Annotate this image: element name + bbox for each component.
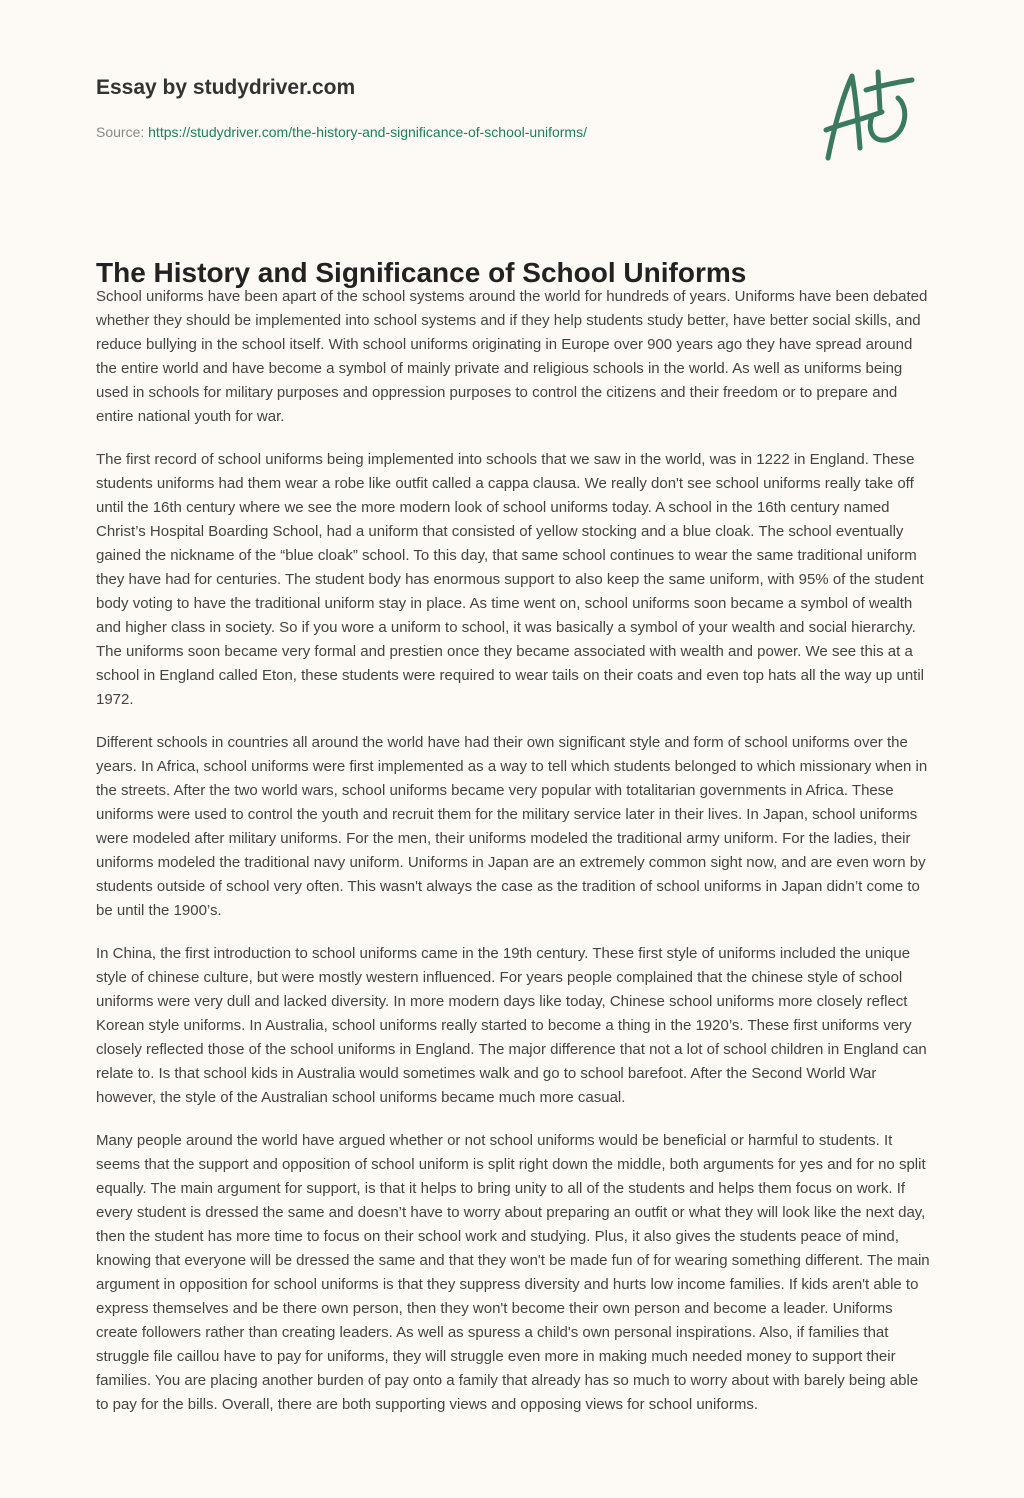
essay-paragraph: Many people around the world have argued whether or not school uniforms would be beneficial or harmful to students. It seems that the support and opposition of school uniform is split right down the middle, both arguments for yes and for no split equally. The main argument for support, is that it helps to bring unity to all of the students and helps them focus on work. If every student is dressed the same and doesn’t have to worry about preparing an outfit or what they will look like the next day, then the student has more time to focus on their school work and studying. Plus, it also gives the students peace of mind, knowing that everyone will be dressed the same and that they won't be made fun of for wearing something different. The main argument in opposition for school uniforms is that they suppress diversity and hurts low income families. If kids aren't able to express themselves and be there own person, then they won't become their own person and become a leader. Uniforms create followers rather than creating leaders. As well as spuress a child's own personal inspirations. Also, if families that struggle file caillou have to pay for uniforms, they will struggle even more in making much needed money to support their families. You are placing another burden of pay onto a family that already has so much to worry about with barely being able to pay for the bills. Overall, there are both supporting views and opposing views for school uniforms. <box>96 1132 930 1413</box>
source-line <box>96 122 928 142</box>
essay-paragraph: In China, the first introduction to school uniforms came in the 19th century. These first style of uniforms included the unique style of chinese culture, but were mostly western influenced. For years people complained that the chinese style of school uniforms were very dull and lacked diversity. In more modern days like today, Chinese school uniforms more closely reflect Korean style uniforms. In Australia, school uniforms really started to become a thing in the 1920’s. These first uniforms very closely reflected those of the school uniforms in England. The major difference that not a lot of school children in England can relate to. Is that school kids in Australia would sometimes walk and go to school barefoot. After the Second World War however, the style of the Australian school uniforms became much more casual. <box>96 945 927 1106</box>
a-plus-logo-icon <box>820 68 930 168</box>
page-header <box>96 74 928 142</box>
site-title: Essay by studydriver.com <box>96 76 356 99</box>
essay-title: The History and Significance of School Uniforms <box>96 257 747 288</box>
essay-body <box>96 285 930 1436</box>
essay-paragraph: Different schools in countries all around the world have had their own significant style and form of school uniforms over the years. In Africa, school uniforms were first implemented as a way to tell which students belonged to which missionary when in the streets. After the two world wars, school uniforms became very popular with totalitarian governments in Africa. These uniforms were used to control the youth and recruit them for the military service later in their lives. In Japan, school uniforms were modeled after military uniforms. For the men, their uniforms modeled the traditional army uniform. For the ladies, their uniforms modeled the traditional navy uniform. Uniforms in Japan are an extremely common sight now, and are even worn by students outside of school very often. This wasn't always the case as the tradition of school uniforms in Japan didn’t come to be until the 1900’s. <box>96 734 928 919</box>
essay-paragraph: The first record of school uniforms being implemented into schools that we saw in the world, was in 1222 in England. These students uniforms had them wear a robe like outfit called a cappa clausa. We really don't see school uniforms really take off until the 16th century where we see the more modern look of school uniforms today. A school in the 16th century named Christ’s Hospital Boarding School, had a uniform that consisted of yellow stocking and a blue cloak. The school eventually gained the nickname of the “blue cloak” school. To this day, that same school continues to wear the same traditional uniform they have had for centuries. The student body has enormous support to also keep the same uniform, with 95% of the student body voting to have the traditional uniform stay in place. As time went on, school uniforms soon became a symbol of wealth and higher class in society. So if you wore a uniform to school, it was basically a symbol of your wealth and social hierarchy. The uniforms soon became very formal and prestien once they became associated with wealth and power. We see this at a school in England called Eton, these students were required to wear tails on their coats and even top hats all the way up until 1972. <box>96 451 925 708</box>
source-label: Source: <box>96 124 145 140</box>
source-link[interactable]: https://studydriver.com/the-history-and-significance-of-school-uniforms/ <box>148 124 587 140</box>
essay-paragraph: School uniforms have been apart of the school systems around the world for hundreds of years. Uniforms have been debated whether they should be implemented into school systems and if they help students study better, have better social skills, and reduce bullying in the school itself. With school uniforms originating in Europe over 900 years ago they have spread around the entire world and have become a symbol of mainly private and religious schools in the world. As well as uniforms being used in schools for military purposes and oppression purposes to control the citizens and their freedom or to prepare and entire national youth for war. <box>96 288 928 425</box>
